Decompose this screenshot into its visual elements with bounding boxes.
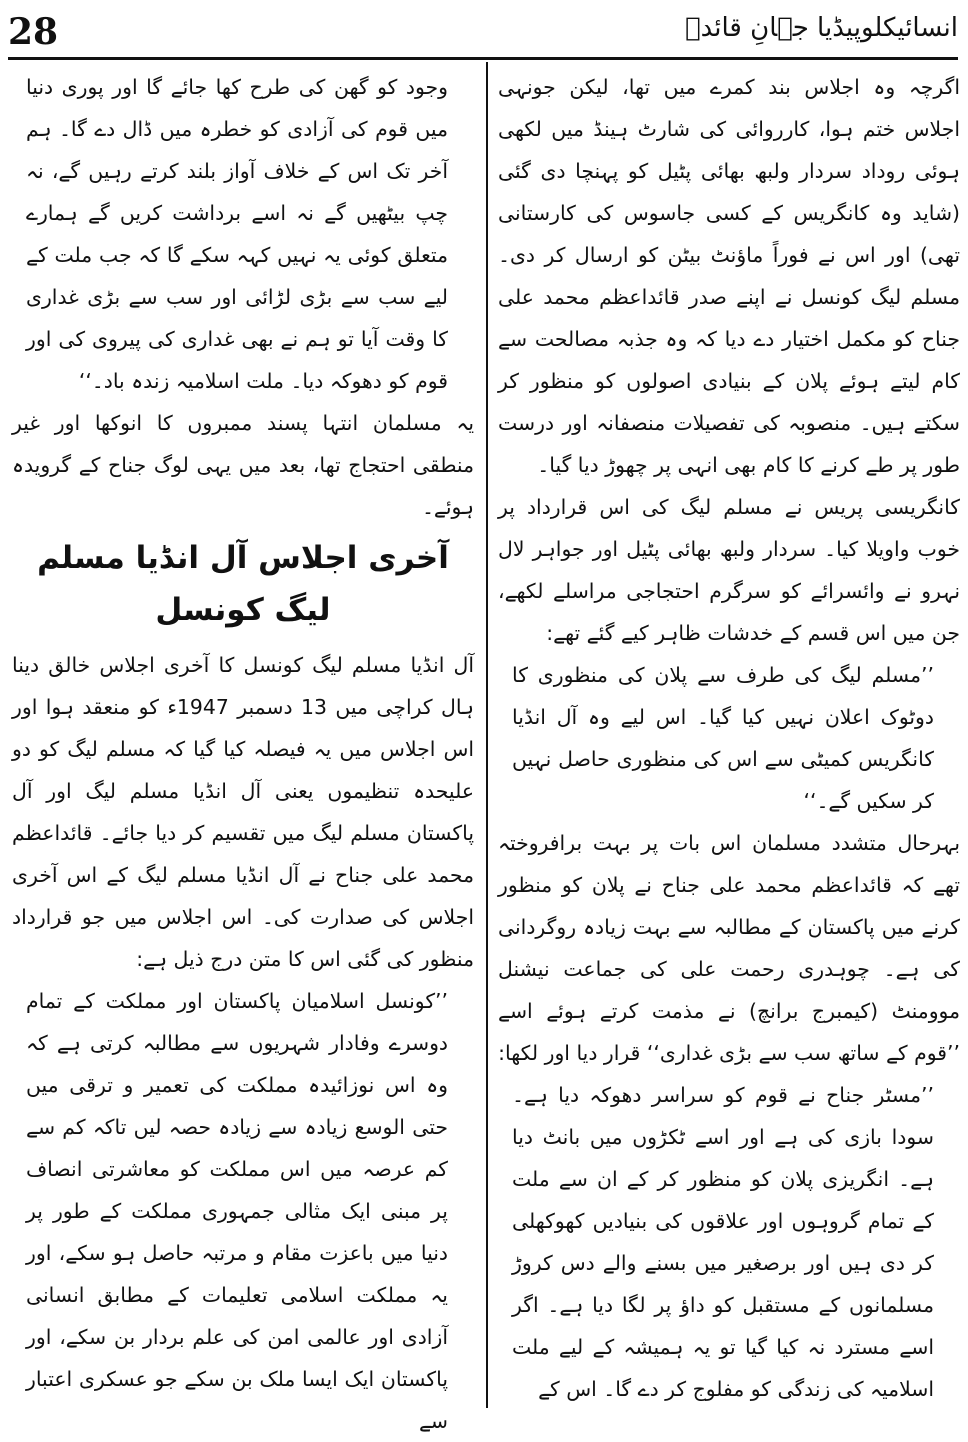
paragraph: بہرحال متشدد مسلمان اس بات پر بہت برافروختہ تھے کہ قائداعظم محمد علی جناح نے پلان کو منظور کرنے میں پاکستان کے مطالبہ سے بہت زیادہ روگردانی کی ہے۔ چوہدری رحمت علی کی جماعت نیشنل موومنٹ (کیمبرج برانچ) نے مذمت کرتے ہوئے اسے ’’قوم کے ساتھ سب سے بڑی غداری‘‘ قرار دیا اور لکھا: — [498, 831, 960, 1065]
paragraph: یہ مسلمان انتہا پسند ممبروں کا انوکھا اور غیر منطقی احتجاج تھا، بعد میں یہی لوگ جناح کے گرویدہ ہوئے۔ — [12, 411, 474, 519]
block-quote: ’’مسٹر جناح نے قوم کو سراسر دھوکہ دیا ہے۔ سودا بازی کی ہے اور اسے ٹکڑوں میں بانٹ دیا ہے۔ انگریزی پلان کو منظور کر کے ان سے ملت کے تمام گروہوں اور علاقوں کی بنیادیں کھوکھلی کر دی ہیں اور برصغیر میں بسنے والے دس کروڑ مسلمانوں کے مستقبل کو داؤ پر لگا دیا ہے۔ اگر اسے مسترد نہ کیا گیا تو یہ ہمیشہ کے لیے ملت اسلامیہ کی زندگی کو مفلوج کر دے گا۔ اس کے — [512, 1083, 934, 1401]
header-rule — [8, 57, 958, 60]
paragraph: کانگریسی پریس نے مسلم لیگ کی اس قرارداد پر خوب واویلا کیا۔ سردار ولبھ بھائی پٹیل اور جواہر لال نہرو نے وائسرائے کو سرگرم احتجاجی مراسلے لکھے، جن میں اس قسم کے خدشات ظاہر کیے گئے تھے: — [498, 495, 960, 645]
right-column — [498, 66, 960, 1406]
block-quote: ’’مسلم لیگ کی طرف سے پلان کی منظوری کا دوٹوک اعلان نہیں کیا گیا۔ اس لیے وہ آل انڈیا کانگریس کمیٹی سے اس کی منظوری حاصل نہیں کر سکیں گے۔‘‘ — [512, 663, 934, 813]
paragraph: آل انڈیا مسلم لیگ کونسل کا آخری اجلاس خالق دینا ہال کراچی میں 13 دسمبر 1947ء کو منعقد ہوا اور اس اجلاس میں یہ فیصلہ کیا گیا کہ مسلم لیگ کو دو علیحدہ تنظیموں یعنی آل انڈیا مسلم لیگ اور آل پاکستان مسلم لیگ میں تقسیم کر دیا جائے۔ قائداعظم محمد علی جناح نے آل انڈیا مسلم لیگ کے اس آخری اجلاس کی صدارت کی۔ اس اجلاس میں جو قرارداد منظور کی گئی اس کا متن درج ذیل ہے: — [12, 653, 474, 971]
column-divider — [486, 62, 488, 1408]
left-column — [12, 66, 474, 1433]
block-quote: ’’کونسل اسلامیان پاکستان اور مملکت کے تمام دوسرے وفادار شہریوں سے مطالبہ کرتی ہے کہ وہ اس نوزائیدہ مملکت کی تعمیر و ترقی میں حتی الوسع زیادہ سے زیادہ حصہ لیں تاکہ کم سے کم عرصہ میں اس مملکت کو معاشرتی انصاف پر مبنی ایک مثالی جمہوری مملکت کے طور پر دنیا میں باعزت مقام و مرتبہ حاصل ہو سکے، اور یہ مملکت اسلامی تعلیمات کے مطابق انسانی آزادی اور عالمی امن کی علم بردار بن سکے، اور پاکستان ایک ایسا ملک بن سکے جو عسکری اعتبار سے — [26, 989, 448, 1433]
page-number: 28 — [8, 11, 59, 53]
paragraph: اگرچہ وہ اجلاس بند کمرے میں تھا، لیکن جونہی اجلاس ختم ہوا، کارروائی کی شارٹ ہینڈ میں لکھی ہوئی روداد سردار ولبھ بھائی پٹیل کو پہنچا دی گئی (شاید وہ کانگریس کے کسی جاسوس کی کارستانی تھی) اور اس نے فوراً ماؤنٹ بیٹن کو ارسال کر دی۔ مسلم لیگ کونسل نے اپنے صدر قائداعظم محمد علی جناح کو مکمل اختیار دے دیا کہ وہ جذبہ مصالحت سے کام لیتے ہوئے پلان کے بنیادی اصولوں کو منظور کر سکتے ہیں۔ منصوبہ کی تفصیلات منصفانہ اور درست طور پر طے کرنے کا کام بھی انہی پر چھوڑ دیا گیا۔ — [498, 75, 960, 477]
section-heading: آخری اجلاس آل انڈیا مسلم لیگ کونسل — [37, 540, 449, 628]
running-title: انسائیکلوپیڈیا جہانِ قائدؒ — [685, 13, 958, 43]
block-quote-continued: وجود کو گھن کی طرح کھا جائے گا اور پوری دنیا میں قوم کی آزادی کو خطرہ میں ڈال دے گا۔ ہم آخر تک اس کے خلاف آواز بلند کرتے رہیں گے، نہ چپ بیٹھیں گے نہ اسے برداشت کریں گے ہمارے متعلق کوئی یہ نہیں کہہ سکے گا کہ جب ملت کے لیے سب سے بڑی لڑائی اور سب سے بڑی غداری کا وقت آیا تو ہم نے بھی غداری کی پیروی کی اور قوم کو دھوکہ دیا۔ ملت اسلامیہ زندہ باد۔‘‘ — [26, 75, 448, 393]
page-header — [0, 0, 968, 62]
